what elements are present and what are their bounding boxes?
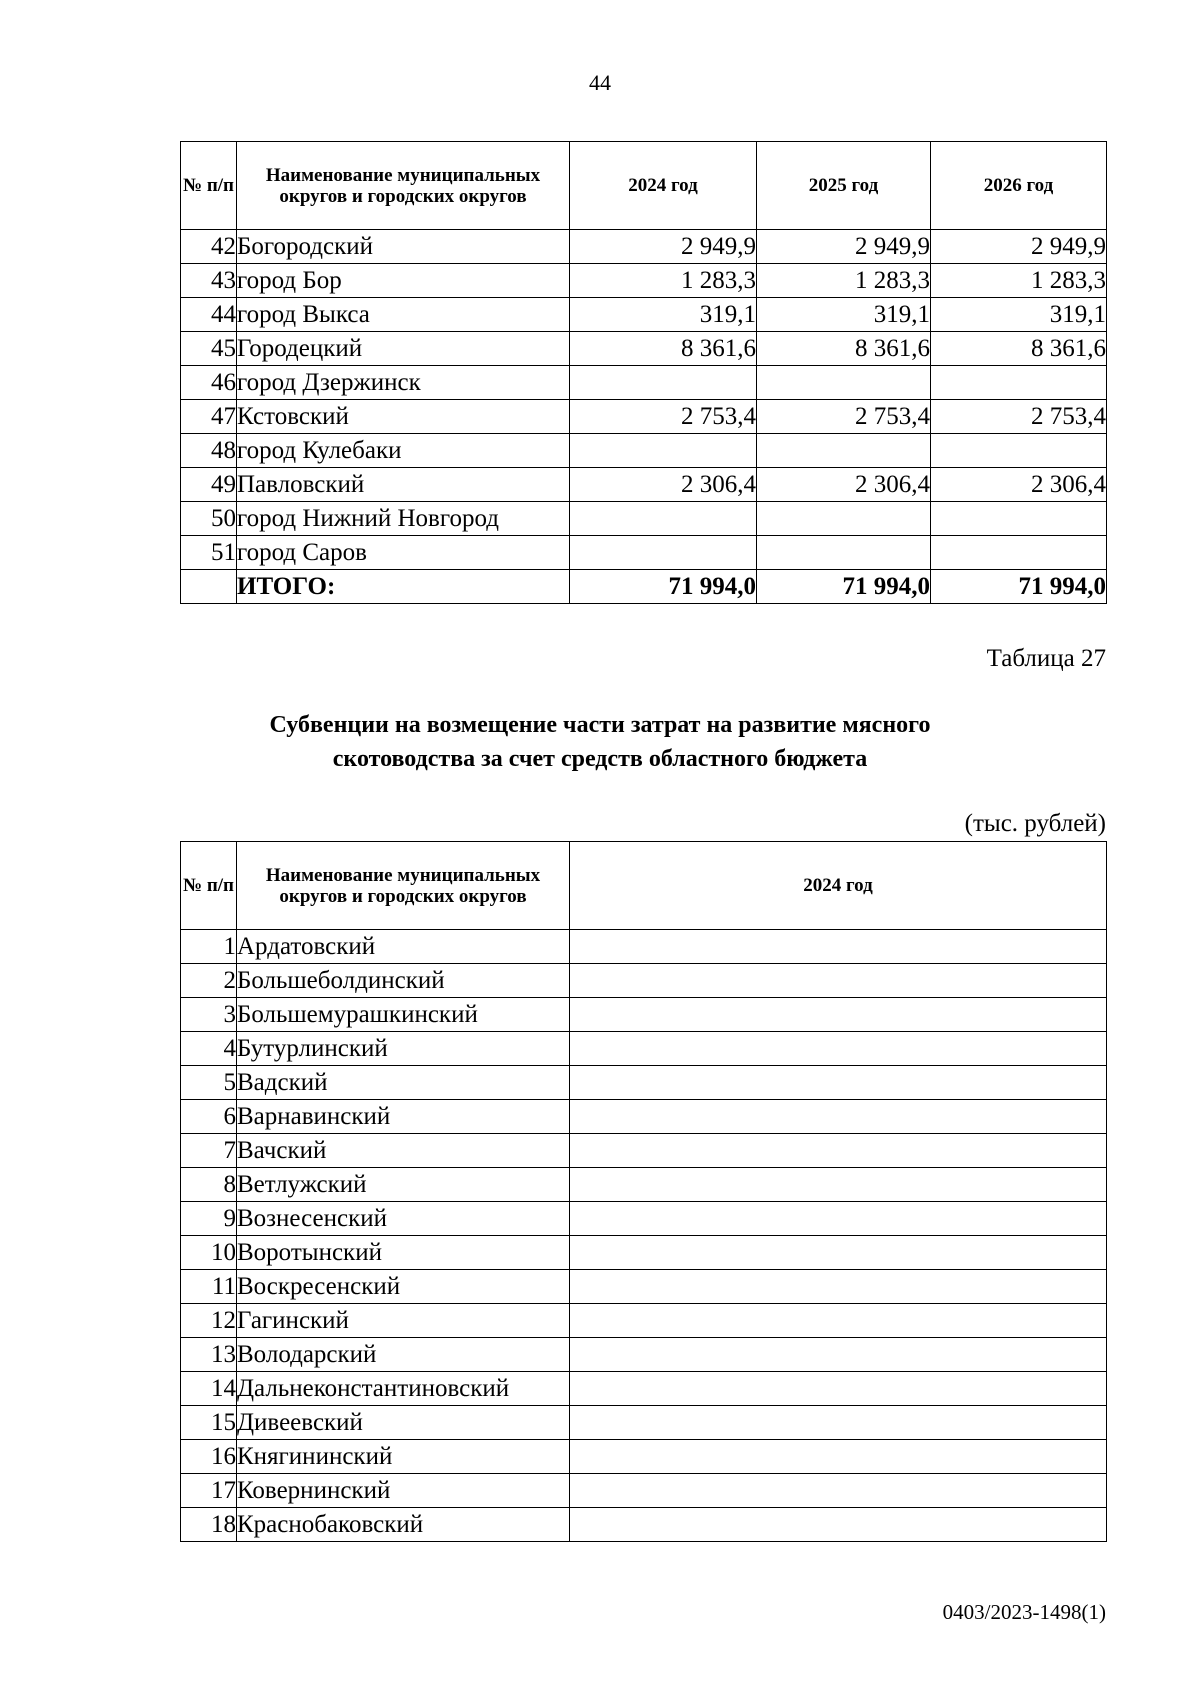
row-number: 5	[181, 1066, 237, 1100]
total-2024: 71 994,0	[570, 570, 757, 604]
value-2024: 1 283,3	[570, 264, 757, 298]
table-row	[181, 1202, 1107, 1236]
row-number: 50	[181, 502, 237, 536]
value-2024	[570, 930, 1107, 964]
value-2024: 2 753,4	[570, 400, 757, 434]
district-name: Ардатовский	[237, 930, 570, 964]
row-number: 13	[181, 1338, 237, 1372]
value-2025: 319,1	[757, 298, 931, 332]
table-row	[181, 1270, 1107, 1304]
table-row	[181, 998, 1107, 1032]
district-name: Княгининский	[237, 1440, 570, 1474]
district-name: Кстовский	[237, 400, 570, 434]
value-2025	[757, 366, 931, 400]
page-number: 44	[589, 70, 611, 95]
district-name: город Нижний Новгород	[237, 502, 570, 536]
document-code: 0403/2023-1498(1)	[942, 1600, 1106, 1624]
value-2026: 8 361,6	[931, 332, 1107, 366]
table-row	[181, 1134, 1107, 1168]
row-number: 16	[181, 1440, 237, 1474]
district-name: Бутурлинский	[237, 1032, 570, 1066]
row-number: 6	[181, 1100, 237, 1134]
value-2025	[757, 434, 931, 468]
row-number: 7	[181, 1134, 237, 1168]
header-2026: 2026 год	[931, 142, 1107, 230]
table-row	[181, 1372, 1107, 1406]
total-2025: 71 994,0	[757, 570, 931, 604]
table-header-row	[181, 142, 1107, 230]
value-2025	[757, 502, 931, 536]
row-number: 47	[181, 400, 237, 434]
district-name: Дальнеконстантиновский	[237, 1372, 570, 1406]
table-row	[181, 230, 1107, 264]
row-number: 51	[181, 536, 237, 570]
value-2026: 319,1	[931, 298, 1107, 332]
district-name: Гагинский	[237, 1304, 570, 1338]
value-2024: 2 306,4	[570, 468, 757, 502]
table-row	[181, 1066, 1107, 1100]
table-row	[181, 502, 1107, 536]
district-name: Ветлужский	[237, 1168, 570, 1202]
row-number: 3	[181, 998, 237, 1032]
value-2026	[931, 366, 1107, 400]
row-number: 9	[181, 1202, 237, 1236]
row-number: 10	[181, 1236, 237, 1270]
district-name: Большеболдинский	[237, 964, 570, 998]
value-2024	[570, 1134, 1107, 1168]
value-2026	[931, 536, 1107, 570]
row-number: 14	[181, 1372, 237, 1406]
value-2024	[570, 964, 1107, 998]
row-number: 4	[181, 1032, 237, 1066]
header-2024: 2024 год	[570, 842, 1107, 930]
header-2024: 2024 год	[570, 142, 757, 230]
value-2025: 1 283,3	[757, 264, 931, 298]
value-2024	[570, 1338, 1107, 1372]
value-2025: 2 306,4	[757, 468, 931, 502]
district-name: Володарский	[237, 1338, 570, 1372]
value-2026: 2 753,4	[931, 400, 1107, 434]
table-title-line-1: Субвенции на возмещение части затрат на развитие мясного	[269, 712, 931, 738]
total-2026: 71 994,0	[931, 570, 1107, 604]
value-2024: 2 949,9	[570, 230, 757, 264]
value-2025: 2 949,9	[757, 230, 931, 264]
district-name: Ковернинский	[237, 1474, 570, 1508]
table-row	[181, 1304, 1107, 1338]
header-2025: 2025 год	[757, 142, 931, 230]
row-number: 11	[181, 1270, 237, 1304]
value-2024	[570, 1236, 1107, 1270]
row-number: 45	[181, 332, 237, 366]
table-row	[181, 1032, 1107, 1066]
table-row	[181, 298, 1107, 332]
table-row	[181, 964, 1107, 998]
value-2024	[570, 1100, 1107, 1134]
district-name: Воскресенский	[237, 1270, 570, 1304]
district-name: Городецкий	[237, 332, 570, 366]
subsidy-table	[180, 841, 1107, 1542]
value-2025: 2 753,4	[757, 400, 931, 434]
row-number: 1	[181, 930, 237, 964]
district-name: Вадский	[237, 1066, 570, 1100]
district-name: Воротынский	[237, 1236, 570, 1270]
value-2024	[570, 1406, 1107, 1440]
value-2024	[570, 1066, 1107, 1100]
row-number: 17	[181, 1474, 237, 1508]
table-number-label: Таблица 27	[986, 645, 1106, 672]
row-number: 8	[181, 1168, 237, 1202]
value-2024	[570, 1474, 1107, 1508]
district-name: Дивеевский	[237, 1406, 570, 1440]
table-row	[181, 1406, 1107, 1440]
table-row	[181, 1508, 1107, 1542]
value-2024	[570, 998, 1107, 1032]
value-2024	[570, 1372, 1107, 1406]
row-number: 15	[181, 1406, 237, 1440]
district-name: город Бор	[237, 264, 570, 298]
district-name: Богородский	[237, 230, 570, 264]
district-name: город Выкса	[237, 298, 570, 332]
table-title-line-2: скотоводства за счет средств областного бюджета	[332, 746, 868, 772]
table-row	[181, 1440, 1107, 1474]
value-2026	[931, 434, 1107, 468]
value-2024	[570, 1508, 1107, 1542]
table-row	[181, 1236, 1107, 1270]
total-num-cell	[181, 570, 237, 604]
row-number: 2	[181, 964, 237, 998]
table-row	[181, 1474, 1107, 1508]
table-title	[0, 708, 1200, 776]
value-2026: 2 949,9	[931, 230, 1107, 264]
table-row	[181, 264, 1107, 298]
value-2026	[931, 502, 1107, 536]
table-header-row	[181, 842, 1107, 930]
row-number: 46	[181, 366, 237, 400]
value-2024	[570, 1202, 1107, 1236]
value-2024	[570, 1304, 1107, 1338]
value-2024	[570, 502, 757, 536]
row-number: 44	[181, 298, 237, 332]
district-name: Павловский	[237, 468, 570, 502]
value-2024	[570, 1270, 1107, 1304]
header-num: № п/п	[181, 842, 237, 930]
row-number: 49	[181, 468, 237, 502]
total-row	[181, 570, 1107, 604]
district-name: город Саров	[237, 536, 570, 570]
table-row	[181, 332, 1107, 366]
row-number: 48	[181, 434, 237, 468]
table-row	[181, 1338, 1107, 1372]
district-name: город Дзержинск	[237, 366, 570, 400]
row-number: 42	[181, 230, 237, 264]
value-2024	[570, 434, 757, 468]
value-2024	[570, 1032, 1107, 1066]
value-2024	[570, 536, 757, 570]
district-name: Варнавинский	[237, 1100, 570, 1134]
table-row	[181, 930, 1107, 964]
table-row	[181, 468, 1107, 502]
table-row	[181, 536, 1107, 570]
header-num: № п/п	[181, 142, 237, 230]
value-2024	[570, 366, 757, 400]
header-name: Наименование муниципальных округов и городских округов	[237, 142, 570, 230]
value-2024: 319,1	[570, 298, 757, 332]
value-2024: 8 361,6	[570, 332, 757, 366]
header-name: Наименование муниципальных округов и городских округов	[237, 842, 570, 930]
row-number: 43	[181, 264, 237, 298]
row-number: 18	[181, 1508, 237, 1542]
row-number: 12	[181, 1304, 237, 1338]
value-2025	[757, 536, 931, 570]
value-2025: 8 361,6	[757, 332, 931, 366]
district-name: Краснобаковский	[237, 1508, 570, 1542]
district-name: город Кулебаки	[237, 434, 570, 468]
table-row	[181, 366, 1107, 400]
value-2024	[570, 1440, 1107, 1474]
value-2024	[570, 1168, 1107, 1202]
table-row	[181, 400, 1107, 434]
table-row	[181, 1100, 1107, 1134]
table-row	[181, 1168, 1107, 1202]
table-row	[181, 434, 1107, 468]
district-name: Вознесенский	[237, 1202, 570, 1236]
total-label: ИТОГО:	[237, 570, 570, 604]
value-2026: 1 283,3	[931, 264, 1107, 298]
value-2026: 2 306,4	[931, 468, 1107, 502]
allocation-table-continued	[180, 141, 1107, 604]
district-name: Большемурашкинский	[237, 998, 570, 1032]
units-label: (тыс. рублей)	[964, 810, 1106, 837]
district-name: Вачский	[237, 1134, 570, 1168]
